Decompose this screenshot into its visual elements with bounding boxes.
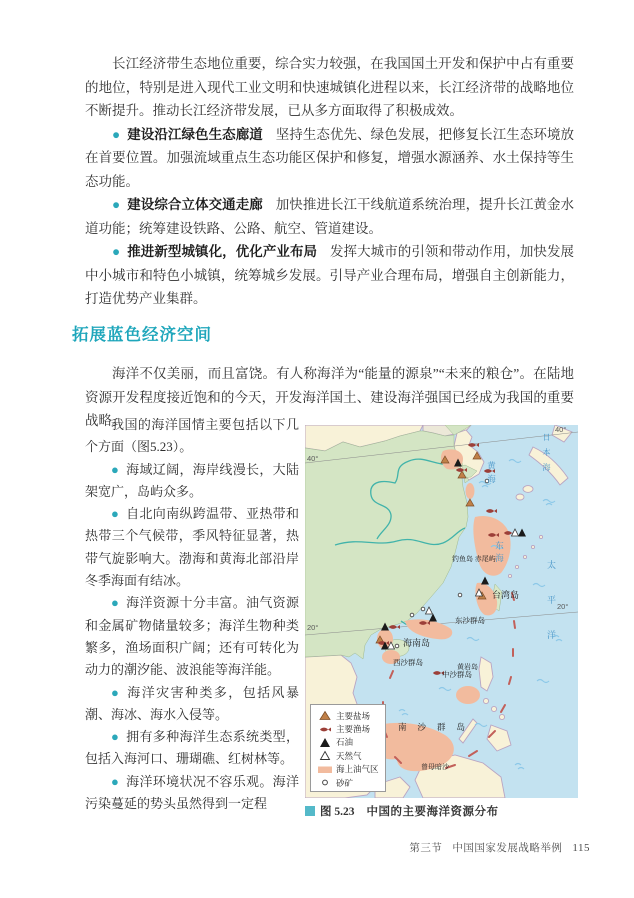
bullet-icon: ●	[112, 244, 121, 259]
bullet-green-corridor	[85, 123, 574, 194]
figure-5-23-map	[305, 425, 578, 798]
lat-40-left-label: 40°	[307, 454, 319, 463]
paragraph-column-lead: 我国的海洋国情主要包括以下几个方面（图5.23）。	[85, 417, 299, 455]
bullet-icon: ●	[111, 729, 120, 745]
sand-mine-icon	[317, 777, 333, 788]
caption-square-icon	[305, 806, 315, 816]
hainan-label: 海南岛	[403, 638, 431, 648]
bullet-body: 自北向南纵跨温带、亚热带和热带三个气候带，季风特征显著，热带气旋影响大。渤海和黄海北部沿岸冬季海面有结冰。	[85, 506, 299, 589]
map-legend	[310, 704, 386, 792]
pacific-ocean-label: 太平洋	[546, 560, 556, 665]
bullet-icon: ●	[111, 595, 120, 611]
lat-20-left-label: 20°	[307, 623, 319, 632]
legend-row-sand	[317, 776, 385, 789]
bullet-environment	[85, 771, 299, 816]
bullet-icon: ●	[112, 197, 121, 212]
fishing-ground-icon	[317, 724, 333, 735]
bullet-transport-corridor	[85, 193, 574, 240]
legend-label: 海上油气区	[336, 764, 379, 775]
figure-caption	[305, 803, 499, 819]
bullet-body: 海域辽阔，海岸线漫长，大陆架宽广，岛屿众多。	[85, 461, 299, 499]
footer-title: 中国国家发展战略举例	[452, 843, 563, 854]
yellow-sea-label: 黄海	[486, 461, 497, 488]
paragraph-yangtze-intro: 长江经济带生态地位重要，综合实力较强，在我国国土开发和保护中占有重要的地位，特别是进入现代工业文明和快速城镇化进程以来，长江经济带的战略地位不断提升。推动长江经济带发展，已从多方面取得了积极成效。	[85, 56, 574, 118]
taiwan-label: 台湾岛	[492, 590, 520, 600]
legend-label: 砂矿	[336, 777, 354, 788]
caption-title: 中国的主要海洋资源分布	[366, 806, 499, 818]
legend-row-oil	[317, 736, 385, 749]
page-number: 115	[572, 842, 590, 854]
sea-of-japan-label: 日本海	[542, 433, 551, 478]
bullet-body: 发挥大城市的引领和带动作用，加快发展中小城市和特色小城镇，统筹城乡发展。引导产业合理布局，增强自主创新能力，打造优势产业集群。	[85, 244, 575, 306]
nansha-islands-label: 南沙群岛	[398, 722, 477, 732]
bullet-sea-area	[85, 459, 299, 504]
legend-label: 天然气	[336, 750, 362, 761]
diaoyu-islands-label: 钓鱼岛 赤尾屿	[452, 555, 496, 563]
zhongsha-islands-label: 中沙群岛	[442, 670, 472, 679]
bullet-body: 坚持生态优先、绿色发展，把修复长江生态环境放在首要位置。加强流域重点生态功能区保护和修复，增强水源涵养、水土保持等生态功能。	[85, 126, 575, 189]
legend-label: 主要盐场	[336, 710, 371, 721]
dongsha-islands-label: 东沙群岛	[455, 616, 485, 625]
paragraph-ocean-intro: 海洋不仅美丽，而且富饶。有人称海洋为“能量的源泉”“未来的粮仓”。在陆地资源开发程度接近饱和的今天，开发海洋国土、建设海洋强国已经成为我国的重要战略。	[85, 366, 574, 428]
bullet-urbanization	[85, 240, 574, 311]
caption-label: 图 5.23	[320, 806, 355, 818]
bullet-icon: ●	[111, 506, 120, 522]
zengmu-reef-label: 曾母暗沙	[421, 763, 449, 771]
legend-label: 石油	[336, 737, 354, 748]
bullet-body: 海洋资源十分丰富。油气资源和金属矿物储量较多；海洋生物种类繁多，渔场面积广阔；还有可转化为动力的潮汐能、波浪能等海洋能。	[85, 595, 299, 678]
page-footer	[409, 840, 590, 855]
bullet-resources	[85, 592, 299, 681]
bullet-body: 海洋灾害种类多，包括风暴潮、海冰、海水入侵等。	[85, 684, 299, 722]
huangyan-island-label: 黄岩岛	[457, 663, 478, 671]
lat-20-right-label: 20°	[557, 602, 569, 611]
natural-gas-icon	[317, 750, 333, 761]
bullet-icon: ●	[111, 773, 120, 789]
bullet-icon: ●	[112, 126, 121, 142]
legend-label: 主要渔场	[336, 724, 371, 735]
salt-field-icon	[317, 710, 333, 721]
legend-row-oilgas-zone	[317, 763, 385, 776]
yangtze-block	[85, 52, 574, 311]
bullet-disasters	[85, 682, 299, 727]
bullet-climate	[85, 503, 299, 592]
bullet-lead: 建设沿江绿色生态廊道	[127, 126, 263, 142]
bullet-icon: ●	[111, 461, 120, 477]
legend-row-fishing	[317, 722, 385, 735]
offshore-oil-gas-zone-icon	[317, 764, 333, 775]
bullet-lead: 建设综合立体交通走廊	[127, 197, 263, 212]
legend-row-salt	[317, 709, 385, 722]
xisha-islands-label: 西沙群岛	[393, 658, 423, 667]
lat-40-right-label: 40°	[555, 425, 567, 434]
east-china-sea-label: 东海	[494, 541, 505, 566]
section-heading: 拓展蓝色经济空间	[72, 326, 212, 344]
bullet-body: 拥有多种海洋生态系统类型，包括入海河口、珊瑚礁、红树林等。	[85, 729, 299, 767]
bullet-body: 加快推进长江干线航道系统治理，提升长江黄金水道功能；统筹建设铁路、公路、航空、管道建设。	[85, 197, 575, 236]
bullet-body: 海洋环境状况不容乐观。海洋污染蔓延的势头虽然得到一定程	[85, 773, 299, 812]
bullet-ecosystems	[85, 726, 299, 771]
oil-icon	[317, 737, 333, 748]
bullet-icon: ●	[111, 684, 121, 700]
footer-section: 第三节	[409, 843, 443, 854]
left-column	[85, 414, 299, 815]
legend-row-gas	[317, 749, 385, 762]
bullet-lead: 推进新型城镇化，优化产业布局	[127, 244, 318, 259]
